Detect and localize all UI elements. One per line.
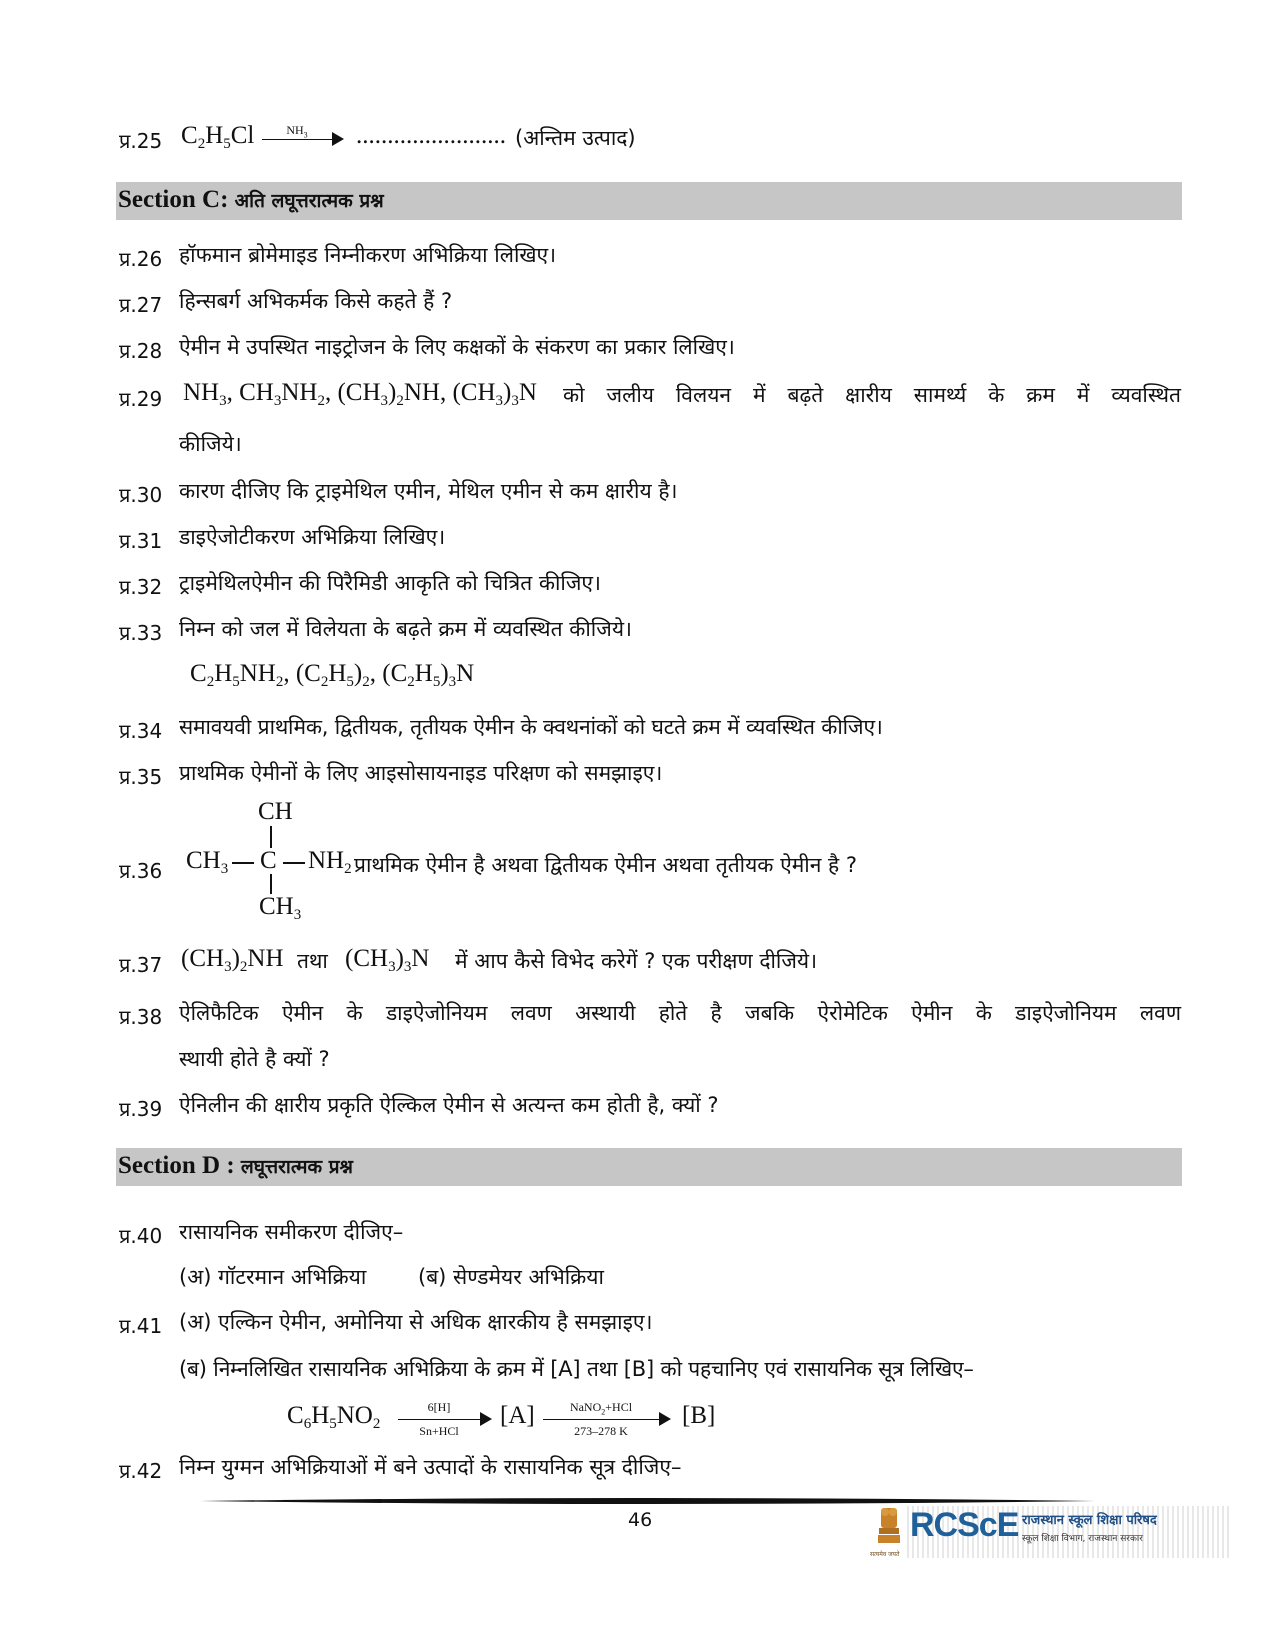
q30-text: कारण दीजिए कि ट्राइमेथिल एमीन, मेथिल एमीन से कम क्षारीय है। [179,479,678,503]
q31-text: डाइऐजोटीकरण अभिक्रिया लिखिए। [179,525,446,549]
q25-arrow [262,124,344,154]
q36-number: प्र.36 [119,859,163,883]
q40-number: प्र.40 [119,1224,163,1248]
footer-logo [870,1502,1230,1564]
q32-number: प्र.32 [119,575,163,599]
q38-text: ऐलिफैटिक ऐमीन के डाइऐजोनियम लवण अस्थायी होते है जबकि ऐरोमेटिक ऐमीन के डाइऐजोनियम लवण [179,1001,1181,1025]
q26-number: प्र.26 [119,247,163,271]
q31-number: प्र.31 [119,529,163,553]
q29-number: प्र.29 [119,387,163,411]
q36-left-group: $CH_3$ [186,847,229,877]
q25-dots: ........................ [356,122,506,149]
q29-formula: $NH_3$, $CH_3NH_2$, $(CH_3)_2NH$, $(CH_3)_3N$ [183,379,537,409]
q34-text: समावयवी प्राथमिक, द्वितीयक, तृतीयक ऐमीन के क्वथनांकों को घटते क्रम में व्यवस्थित कीजिए। [179,715,883,739]
q36-top-group: CH [258,798,293,825]
section-d-title: Section D : लघूत्तरात्मक प्रश्न [118,1152,353,1179]
q41-reactant: $C_6H_5NO_2$ [287,1402,381,1432]
q42-text: निम्न युग्मन अभिक्रियाओं में बने उत्पादों के रासायनिक सूत्र दीजिए– [179,1455,682,1479]
q36-central-carbon: C [260,847,277,874]
section-d-header [116,1148,1182,1186]
q36-bottom-group: $CH_3$ [259,893,302,923]
section-c-header [116,182,1182,220]
q41-part-a: (अ) एल्किन ऐमीन, अमोनिया से अधिक क्षारकीय है समझाइए। [179,1310,653,1334]
q35-text: प्राथमिक ऐमीनों के लिए आइसोसायनाइड परिक्षण को समझाइए। [179,761,663,785]
q25-number: प्र.25 [119,129,163,153]
q30-number: प्र.30 [119,483,163,507]
q41-product-b: [B] [682,1402,716,1429]
q37-formula-1: $(CH_3)_2NH$ [181,945,284,975]
rcsce-logo-text: RCScE [910,1506,1019,1544]
q40-option-b: (ब) सेण्डमेयर अभिक्रिया [418,1265,604,1289]
q28-number: प्र.28 [119,339,163,363]
q27-number: प्र.27 [119,293,163,317]
org-subtitle: स्कूल शिक्षा विभाग, राजस्थान सरकार [1022,1534,1143,1544]
q32-text: ट्राइमेथिलऐमीन की पिरैमिडी आकृति को चित्रित कीजिए। [179,571,601,595]
q26-text: हॉफमान ब्रोमेमाइड निम्नीकरण अभिक्रिया लिखिए। [179,243,557,267]
q41-part-b: (ब) निम्नलिखित रासायनिक अभिक्रिया के क्रम में [A] तथा [B] को पहचानिए एवं रासायनिक सूत्र लिखिए– [179,1357,974,1381]
q39-text: ऐनिलीन की क्षारीय प्रकृति ऐल्किल ऐमीन से अत्यन्त कम होती है, क्यों ? [179,1093,719,1117]
q41-arrow-2-bottom: 273–278 K [574,1424,628,1438]
page-number: 46 [628,1509,653,1531]
q42-number: प्र.42 [119,1459,163,1483]
q38-text-cont: स्थायी होते है क्यों ? [179,1047,330,1071]
q35-number: प्र.35 [119,765,163,789]
q27-text: हिन्सबर्ग अभिकर्मक किसे कहते हैं ? [179,289,453,313]
q25-tail: (अन्तिम उत्पाद) [515,126,636,150]
q29-text-cont: कीजिये। [179,432,242,456]
state-emblem-icon [875,1504,903,1550]
q36-bond-top [270,826,272,848]
q37-text: में आप कैसे विभेद करेगें ? एक परीक्षण दीजिये। [455,949,818,973]
q41-product-a: [A] [500,1402,535,1429]
emblem-caption: सत्यमेव जयते [870,1551,900,1558]
q36-bond-right [283,862,305,864]
q40-text: रासायनिक समीकरण दीजिए– [179,1220,404,1244]
q36-bond-left [232,862,254,864]
q41-arrow-1-top: 6[H] [427,1400,451,1414]
q33-text: निम्न को जल में विलेयता के बढ़ते क्रम में व्यवस्थित कीजिये। [179,617,632,641]
q41-arrow-1-bottom: Sn+HCl [419,1424,459,1438]
section-c-title: Section C: अति लघूत्तरात्मक प्रश्न [118,186,384,213]
q34-number: प्र.34 [119,719,163,743]
q41-arrow-2-top: NaNO$_2$+HCl [569,1400,633,1417]
q41-number: प्र.41 [119,1314,163,1338]
q33-number: प्र.33 [119,621,163,645]
q36-bond-bottom [270,874,272,894]
q37-formula-2: $(CH_3)_3N$ [345,945,430,975]
q33-formula: $C_2H_5NH_2$, $(C_2H_5)_2$, $(C_2H_5)_3N$ [190,660,475,690]
q41-arrow-1 [398,1402,492,1436]
org-name: राजस्थान स्कूल शिक्षा परिषद [1022,1513,1157,1528]
q41-arrow-2 [543,1402,671,1436]
q28-text: ऐमीन मे उपस्थित नाइट्रोजन के लिए कक्षकों के संकरण का प्रकार लिखिए। [179,335,735,359]
q37-mid: तथा [297,949,328,973]
q39-number: प्र.39 [119,1097,163,1121]
q36-text: प्राथमिक ऐमीन है अथवा द्वितीयक ऐमीन अथवा तृतीयक ऐमीन है ? [354,853,858,877]
q25-reagent: $NH_3$ [286,123,308,140]
q36-right-group: $NH_2$ [308,847,352,877]
q25-reactant: $C_2H_5Cl$ [181,122,255,152]
q40-option-a: (अ) गॉटरमान अभिक्रिया [179,1265,367,1289]
q38-number: प्र.38 [119,1005,163,1029]
q37-number: प्र.37 [119,953,163,977]
q29-text: को जलीय विलयन में बढ़ते क्षारीय सामर्थ्य के क्रम में व्यवस्थित [563,383,1181,407]
